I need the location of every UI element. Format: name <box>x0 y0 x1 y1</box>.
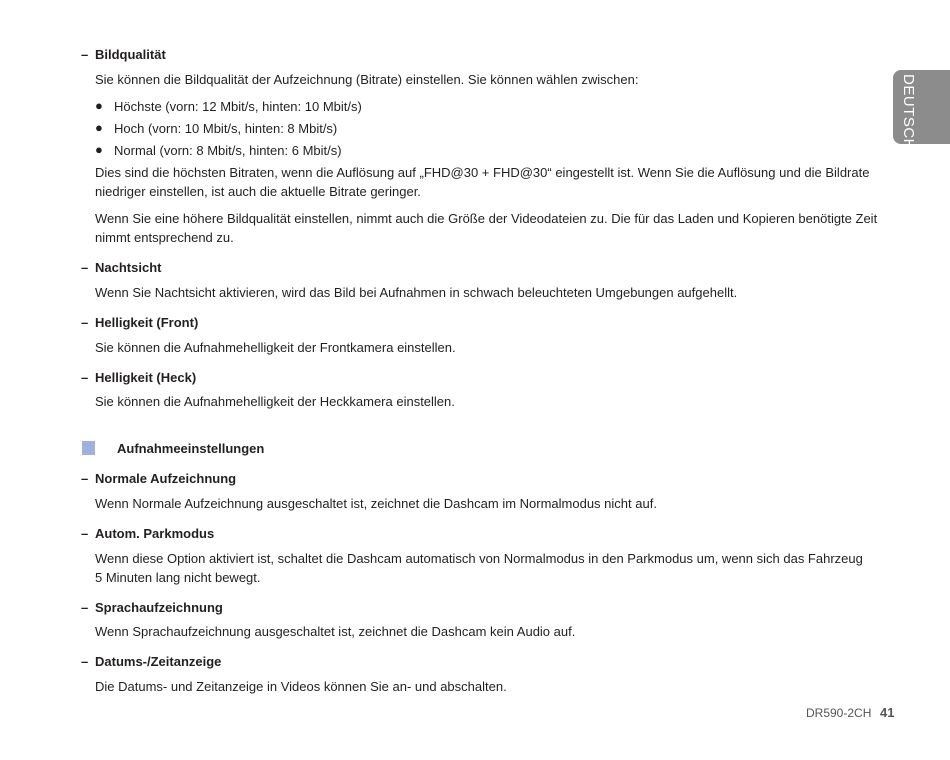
heading-helligkeit-heck: Helligkeit (Heck) <box>95 370 197 385</box>
dash-marker: – <box>81 471 89 486</box>
sprachaufzeichnung-text: Wenn Sprachaufzeichnung ausgeschaltet ist, zeichnet die Dashcam kein Audio auf. <box>95 624 576 639</box>
parkmodus-text-line1: Wenn diese Option aktiviert ist, schaltet die Dashcam automatisch von Normalmodus in den Parkmodus um, wenn sich das Fahrzeug <box>95 551 863 566</box>
heading-helligkeit-front: Helligkeit (Front) <box>95 315 199 330</box>
dash-marker: – <box>81 526 89 541</box>
footer-model: DR590-2CH <box>806 706 872 720</box>
bullet-icon: ● <box>95 142 103 157</box>
option-hoechste: Höchste (vorn: 12 Mbit/s, hinten: 10 Mbit/s) <box>114 99 362 114</box>
parkmodus-text-line2: 5 Minuten lang nicht bewegt. <box>95 570 261 585</box>
bitrate-note-line2: niedriger einstellen, ist auch die aktuelle Bitrate geringer. <box>95 184 421 199</box>
dash-marker: – <box>81 600 89 615</box>
datum-text: Die Datums- und Zeitanzeige in Videos können Sie an- und abschalten. <box>95 679 507 694</box>
section-title: Aufnahmeeinstellungen <box>117 441 265 456</box>
heading-sprachaufzeichnung: Sprachaufzeichnung <box>95 600 223 615</box>
helligkeit-front-text: Sie können die Aufnahmehelligkeit der Frontkamera einstellen. <box>95 340 456 355</box>
option-hoch: Hoch (vorn: 10 Mbit/s, hinten: 8 Mbit/s) <box>114 121 338 136</box>
bitrate-note-line1: Dies sind die höchsten Bitraten, wenn die Auflösung auf „FHD@30 + FHD@30“ eingestellt ist. Wenn Sie die Auflösung und die Bildrate <box>95 165 870 180</box>
section-square-icon <box>82 441 95 455</box>
bildqualitaet-intro: Sie können die Bildqualität der Aufzeichnung (Bitrate) einstellen. Sie können wählen zwischen: <box>95 72 639 87</box>
language-tab-label: DEUTSCH <box>900 74 917 151</box>
bullet-icon: ● <box>95 120 103 135</box>
dash-marker: – <box>81 370 89 385</box>
filesize-note-line2: nimmt entsprechend zu. <box>95 230 234 245</box>
dash-marker: – <box>81 47 89 62</box>
nachtsicht-text: Wenn Sie Nachtsicht aktivieren, wird das Bild bei Aufnahmen in schwach beleuchteten Umgebungen aufgehellt. <box>95 285 738 300</box>
page-number: 41 <box>880 705 895 720</box>
heading-bildqualitaet: Bildqualität <box>95 47 166 62</box>
option-normal: Normal (vorn: 8 Mbit/s, hinten: 6 Mbit/s) <box>114 143 342 158</box>
helligkeit-heck-text: Sie können die Aufnahmehelligkeit der Heckkamera einstellen. <box>95 394 455 409</box>
filesize-note-line1: Wenn Sie eine höhere Bildqualität einstellen, nimmt auch die Größe der Videodateien zu. Die für das Laden und Kopieren benötigte Zeit <box>95 211 878 226</box>
dash-marker: – <box>81 654 89 669</box>
bullet-icon: ● <box>95 98 103 113</box>
dash-marker: – <box>81 260 89 275</box>
heading-parkmodus: Autom. Parkmodus <box>95 526 215 541</box>
heading-nachtsicht: Nachtsicht <box>95 260 162 275</box>
heading-datum: Datums-/Zeitanzeige <box>95 654 222 669</box>
dash-marker: – <box>81 315 89 330</box>
heading-normale-aufzeichnung: Normale Aufzeichnung <box>95 471 237 486</box>
normale-aufzeichnung-text: Wenn Normale Aufzeichnung ausgeschaltet ist, zeichnet die Dashcam im Normalmodus nicht auf. <box>95 496 657 511</box>
